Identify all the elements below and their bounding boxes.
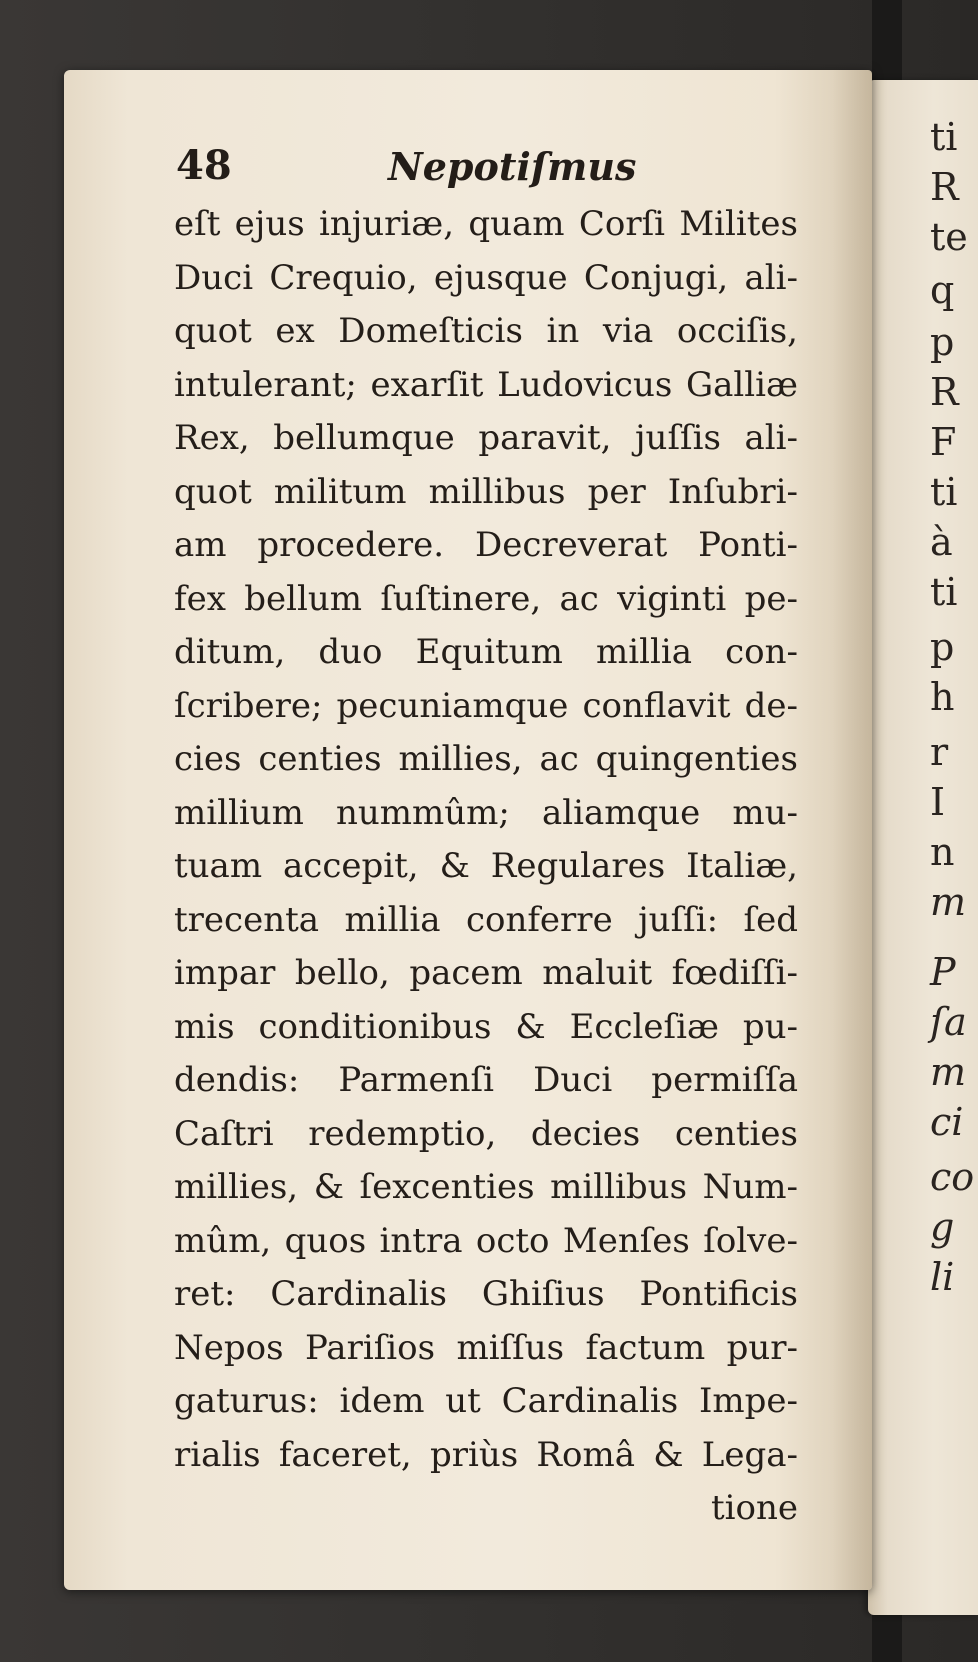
facing-page-fragment: R xyxy=(930,370,959,414)
text-line: rialis faceret, priùs Româ & Lega- xyxy=(174,1434,798,1475)
text-line: Caſtri redemptio, decies centies xyxy=(174,1113,798,1154)
text-line: gaturus: idem ut Cardinalis Impe- xyxy=(174,1381,798,1421)
text-line: cies centies millies, ac quingenties xyxy=(174,739,798,779)
facing-page-fragment: h xyxy=(930,675,955,719)
text-line: impar bello, pacem maluit fœdiſſi- xyxy=(174,953,798,993)
text-line: quot militum millibus per Inſubri- xyxy=(174,471,798,512)
text-line: ditum, duo Equitum millia con- xyxy=(174,632,798,672)
text-line: tuam accepit, & Regulares Italiæ, xyxy=(174,846,798,886)
facing-page-fragment: P xyxy=(930,950,956,994)
facing-page-fragment: ti xyxy=(930,570,958,614)
text-line: Rex, bellumque paravit, juſſis ali- xyxy=(174,418,798,458)
catchword: tione xyxy=(710,1488,798,1528)
facing-page-fragment: q xyxy=(930,268,955,312)
text-line: millies, & ſexcenties millibus Num- xyxy=(174,1167,798,1207)
text-line: millium nummûm; aliamque mu- xyxy=(174,792,798,833)
facing-page-fragment: m xyxy=(930,1050,967,1094)
text-line: mis conditionibus & Eccleſiæ pu- xyxy=(174,1006,798,1047)
text-line: ſcribere; pecuniamque conflavit de- xyxy=(174,685,798,726)
facing-page-fragment: ti xyxy=(930,470,958,514)
facing-page-fragment: à xyxy=(930,520,953,564)
text-line: Nepos Pariſios miſſus factum pur- xyxy=(174,1327,798,1368)
facing-page-fragment: ſa xyxy=(930,1000,967,1044)
text-line: fex bellum ſuſtinere, ac viginti pe- xyxy=(174,578,798,619)
book-page xyxy=(64,70,872,1590)
text-line: intulerant; exarſit Ludovicus Galliæ xyxy=(174,364,798,405)
facing-page-fragment: g xyxy=(930,1205,955,1249)
facing-page-fragment: F xyxy=(930,420,957,464)
facing-page-fragment: ci xyxy=(930,1100,964,1144)
facing-page-fragment: ti xyxy=(930,115,958,159)
facing-page-fragment: m xyxy=(930,880,967,924)
text-line: Duci Crequio, ejusque Conjugi, ali- xyxy=(174,257,798,298)
text-line: eſt ejus injuriæ, quam Corſi Milites xyxy=(174,204,798,244)
facing-page xyxy=(868,80,978,1615)
facing-page-fragment: p xyxy=(930,320,955,364)
text-line: dendis: Parmenſi Duci permiſſa xyxy=(174,1060,798,1100)
facing-page-fragment: te xyxy=(930,215,968,259)
text-line: trecenta millia conferre juſſi: ſed xyxy=(174,899,798,940)
page-header xyxy=(176,142,796,202)
facing-page-fragment: p xyxy=(930,625,955,669)
facing-page-fragment: n xyxy=(930,830,955,874)
text-line: am procedere. Decreverat Ponti- xyxy=(174,525,798,565)
facing-page-fragment: co xyxy=(930,1155,975,1199)
text-line: quot ex Domeſticis in via occiſis, xyxy=(174,311,798,351)
facing-page-fragment: R xyxy=(930,165,959,209)
facing-page-fragment: I xyxy=(930,780,946,824)
facing-page-fragment: li xyxy=(930,1255,955,1299)
facing-page-fragment: r xyxy=(930,730,949,774)
text-line: mûm, quos intra octo Menſes ſolve- xyxy=(174,1220,798,1261)
body-text xyxy=(174,198,798,1536)
text-line: ret: Cardinalis Ghiſius Pontificis xyxy=(174,1274,798,1314)
page-number: 48 xyxy=(176,142,232,189)
running-title: Nepotiſmus xyxy=(388,144,637,189)
